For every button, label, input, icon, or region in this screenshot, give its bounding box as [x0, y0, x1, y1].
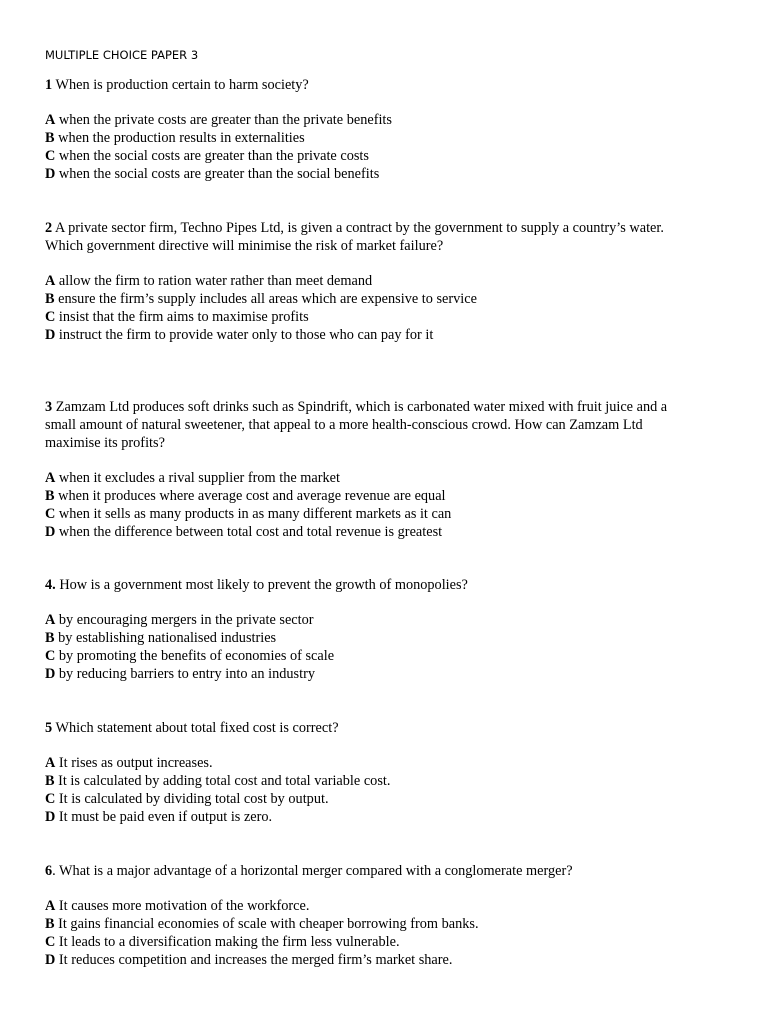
paper-title: MULTIPLE CHOICE PAPER 3 — [45, 48, 199, 62]
option-text: It reduces competition and increases the merged firm’s market share. — [58, 952, 453, 968]
option-text: when the social costs are greater than the social benefits — [58, 166, 380, 182]
question-text: Which statement about total fixed cost is correct? — [55, 720, 339, 736]
option-letter: A — [45, 112, 56, 128]
q1-option-a — [45, 111, 392, 129]
question-number: 4. — [45, 577, 56, 593]
option-text: when it produces where average cost and average revenue are equal — [58, 488, 446, 504]
q4-option-a — [45, 611, 314, 629]
question-text: A private sector firm, Techno Pipes Ltd, is given a contract by the government to supply a country’s water. — [54, 220, 664, 236]
q6-option-d — [45, 951, 452, 969]
option-letter: B — [45, 291, 55, 307]
option-text: by reducing barriers to entry into an industry — [58, 666, 315, 682]
q6-option-b — [45, 915, 479, 933]
option-letter: C — [45, 506, 56, 522]
question-number: 3 — [45, 399, 53, 415]
question-text: How is a government most likely to prevent the growth of monopolies? — [59, 577, 468, 593]
question-5-line-1 — [45, 719, 339, 737]
q2-option-d — [45, 326, 433, 344]
question-1-line-1 — [45, 76, 309, 94]
q1-option-b — [45, 129, 305, 147]
option-text: when it excludes a rival supplier from the market — [58, 470, 340, 486]
option-text: ensure the firm’s supply includes all areas which are expensive to service — [58, 291, 477, 307]
option-text: insist that the firm aims to maximise profits — [58, 309, 309, 325]
option-letter: A — [45, 755, 56, 771]
question-4-line-1 — [45, 576, 468, 594]
option-letter: C — [45, 791, 56, 807]
question-3-line-1 — [45, 398, 667, 416]
option-letter: C — [45, 648, 56, 664]
option-text: when the difference between total cost and total revenue is greatest — [58, 524, 443, 540]
q5-option-d — [45, 808, 272, 826]
option-text: It is calculated by adding total cost and total variable cost. — [58, 773, 391, 789]
q4-option-c — [45, 647, 334, 665]
option-text: It leads to a diversification making the firm less vulnerable. — [58, 934, 400, 950]
option-text: by encouraging mergers in the private sector — [58, 612, 314, 628]
option-text: by promoting the benefits of economies of scale — [58, 648, 335, 664]
q3-option-b — [45, 487, 446, 505]
option-text: It causes more motivation of the workforce. — [58, 898, 310, 914]
q6-option-c — [45, 933, 400, 951]
question-number: 1 — [45, 77, 53, 93]
question-3-line-2: small amount of natural sweetener, that appeal to a more health-conscious crowd. How can Zamzam Ltd — [45, 417, 643, 433]
option-text: It rises as output increases. — [58, 755, 213, 771]
option-letter: A — [45, 898, 56, 914]
option-letter: C — [45, 148, 56, 164]
question-2-line-2: Which government directive will minimise the risk of market failure? — [45, 238, 444, 254]
option-text: It is calculated by dividing total cost by output. — [58, 791, 329, 807]
option-letter: A — [45, 273, 56, 289]
question-3-line-3: maximise its profits? — [45, 435, 165, 451]
option-letter: A — [45, 612, 56, 628]
question-6-line-1 — [45, 862, 573, 880]
q4-option-d — [45, 665, 315, 683]
q3-option-d — [45, 523, 442, 541]
q1-option-c — [45, 147, 369, 165]
option-letter: A — [45, 470, 56, 486]
option-letter: B — [45, 630, 55, 646]
q5-option-a — [45, 754, 213, 772]
q2-option-b — [45, 290, 477, 308]
q3-option-c — [45, 505, 451, 523]
q5-option-c — [45, 790, 329, 808]
q1-option-d — [45, 165, 379, 183]
option-letter: C — [45, 309, 56, 325]
q3-option-a — [45, 469, 340, 487]
option-text: when the social costs are greater than the private costs — [58, 148, 369, 164]
option-letter: B — [45, 488, 55, 504]
question-number: 6 — [45, 863, 53, 879]
option-letter: D — [45, 666, 56, 682]
option-letter: D — [45, 952, 56, 968]
option-text: It gains financial economies of scale with cheaper borrowing from banks. — [58, 916, 479, 932]
q5-option-b — [45, 772, 390, 790]
option-text: instruct the firm to provide water only to those who can pay for it — [58, 327, 434, 343]
option-text: when the private costs are greater than the private benefits — [58, 112, 392, 128]
question-number: 5 — [45, 720, 53, 736]
option-text: allow the firm to ration water rather than meet demand — [58, 273, 373, 289]
option-letter: B — [45, 916, 55, 932]
question-text: . What is a major advantage of a horizontal merger compared with a conglomerate merger? — [52, 863, 573, 879]
question-text: When is production certain to harm society? — [55, 77, 309, 93]
option-letter: D — [45, 327, 56, 343]
question-number: 2 — [45, 220, 53, 236]
option-text: when it sells as many products in as many different markets as it can — [58, 506, 452, 522]
question-2-line-1 — [45, 219, 664, 237]
option-letter: B — [45, 130, 55, 146]
option-text: It must be paid even if output is zero. — [58, 809, 273, 825]
q2-option-a — [45, 272, 372, 290]
q6-option-a — [45, 897, 309, 915]
option-letter: D — [45, 524, 56, 540]
option-letter: B — [45, 773, 55, 789]
option-text: by establishing nationalised industries — [58, 630, 277, 646]
q4-option-b — [45, 629, 276, 647]
option-letter: D — [45, 809, 56, 825]
option-letter: D — [45, 166, 56, 182]
question-text: Zamzam Ltd produces soft drinks such as Spindrift, which is carbonated water mixed with fruit juice and a — [55, 399, 668, 415]
q2-option-c — [45, 308, 309, 326]
option-text: when the production results in externalities — [58, 130, 305, 146]
option-letter: C — [45, 934, 56, 950]
